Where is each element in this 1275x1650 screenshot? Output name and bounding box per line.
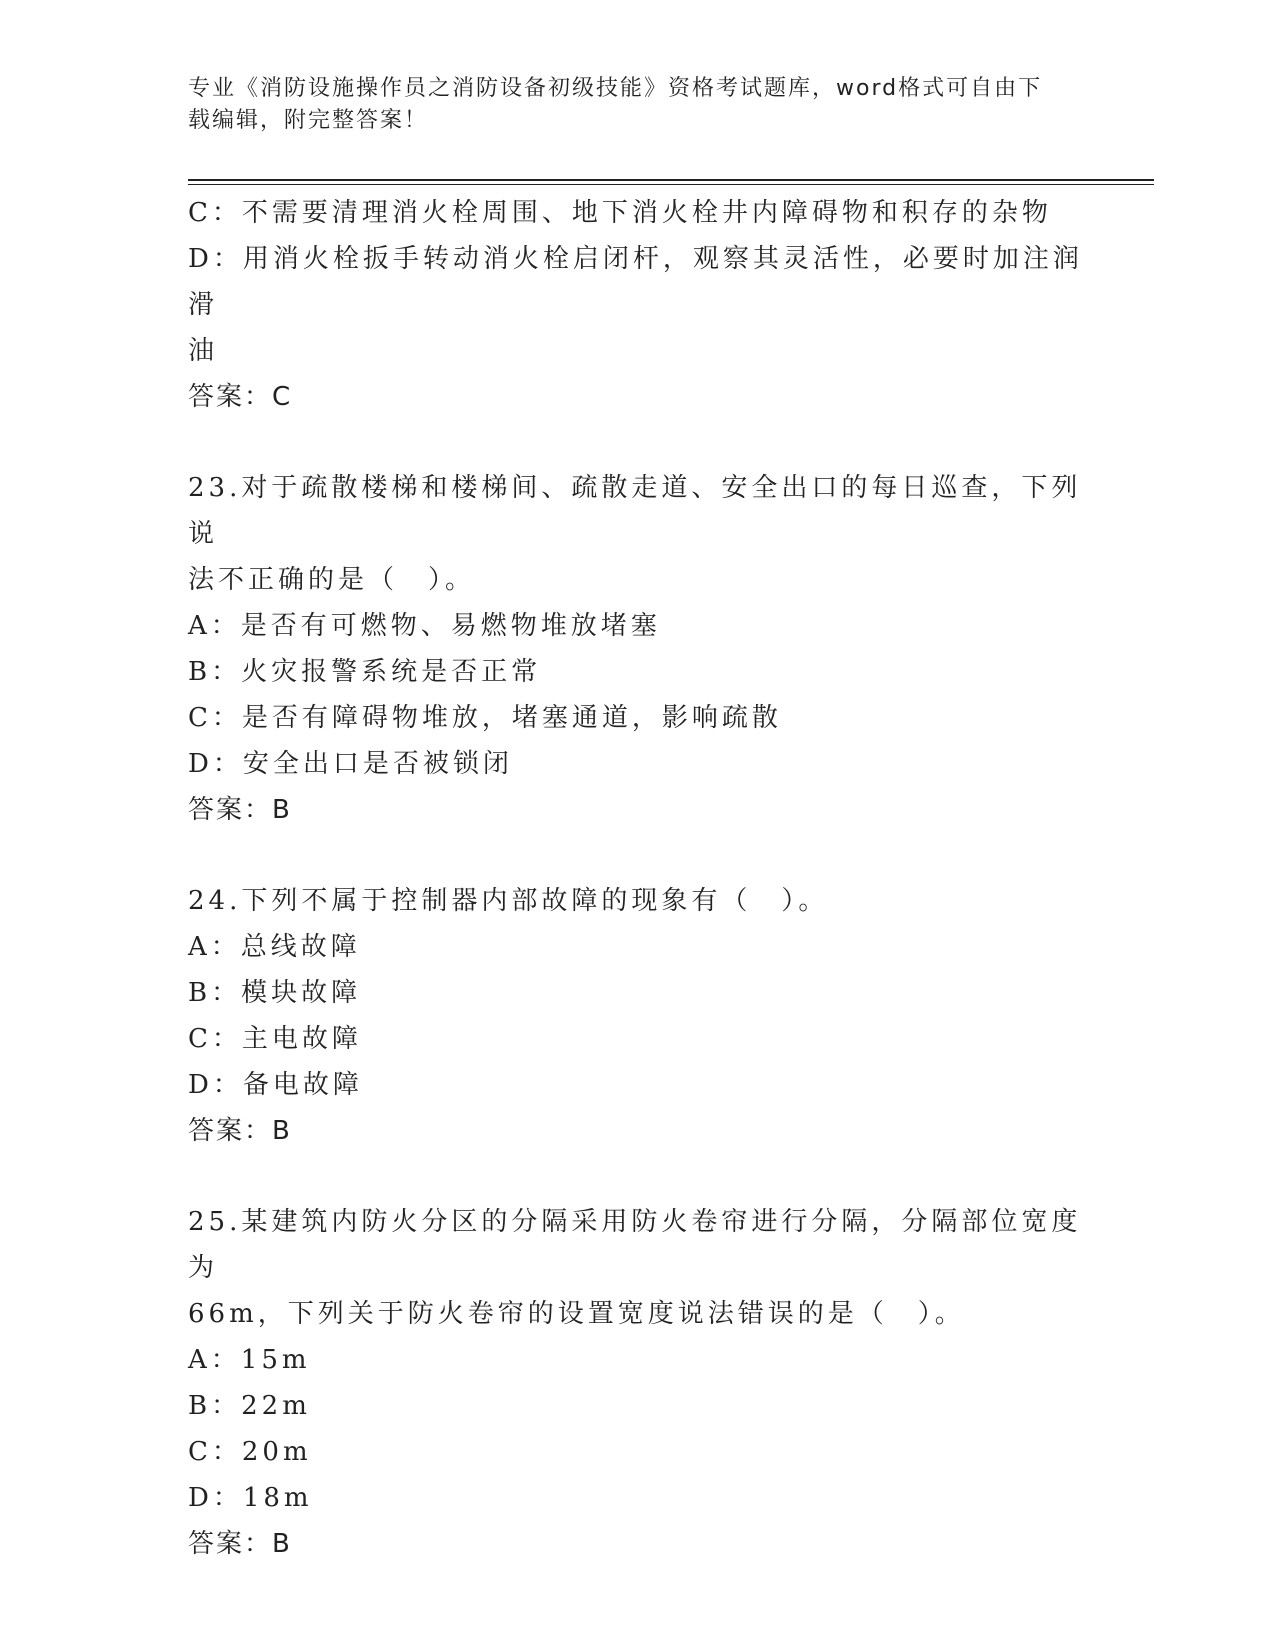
answer: 答案：B <box>188 1529 292 1559</box>
question-stem: 24.下列不属于控制器内部故障的现象有（ ）。 <box>188 886 829 916</box>
question-stem-continued: 66m，下列关于防火卷帘的设置宽度说法错误的是（ ）。 <box>188 1299 965 1329</box>
option-d: D：备电故障 <box>188 1070 363 1100</box>
option-c: C：主电故障 <box>188 1024 362 1054</box>
answer: 答案：B <box>188 795 292 825</box>
header-divider-thin <box>188 184 1154 185</box>
option-d: D：18m <box>188 1483 313 1513</box>
option-d: D：用消火栓扳手转动消火栓启闭杆，观察其灵活性，必要时加注润滑 <box>188 244 1083 320</box>
header-line-1: 专业《消防设施操作员之消防设备初级技能》资格考试题库，word格式可自由下 <box>188 76 1043 101</box>
question-stem: 25.某建筑内防火分区的分隔采用防火卷帘进行分隔，分隔部位宽度为 <box>188 1207 1082 1283</box>
answer: 答案：C <box>188 382 293 412</box>
option-c: C：不需要清理消火栓周围、地下消火栓井内障碍物和积存的杂物 <box>188 198 1052 228</box>
option-c: C：是否有障碍物堆放，堵塞通道，影响疏散 <box>188 703 782 733</box>
option-a: A：总线故障 <box>188 932 361 962</box>
option-d-continued: 油 <box>188 336 219 366</box>
header-line-2: 载编辑，附完整答案！ <box>188 108 429 133</box>
option-d: D：安全出口是否被锁闭 <box>188 749 513 779</box>
option-a: A：15m <box>188 1345 311 1375</box>
previous-question-tail <box>188 190 1088 420</box>
option-c: C：20m <box>188 1437 312 1467</box>
document-header <box>188 73 1068 137</box>
header-divider-thick <box>188 179 1154 181</box>
option-b: B：模块故障 <box>188 978 362 1008</box>
question-stem-continued: 法不正确的是（ ）。 <box>188 565 476 595</box>
option-b: B：火灾报警系统是否正常 <box>188 657 542 687</box>
question-stem: 23.对于疏散楼梯和楼梯间、疏散走道、安全出口的每日巡查，下列说 <box>188 473 1082 549</box>
option-b: B：22m <box>188 1391 311 1421</box>
question-25 <box>188 1199 1088 1567</box>
question-23 <box>188 465 1088 833</box>
answer: 答案：B <box>188 1116 292 1146</box>
question-24 <box>188 878 1088 1154</box>
question-list <box>188 190 1088 1567</box>
option-a: A：是否有可燃物、易燃物堆放堵塞 <box>188 611 661 641</box>
